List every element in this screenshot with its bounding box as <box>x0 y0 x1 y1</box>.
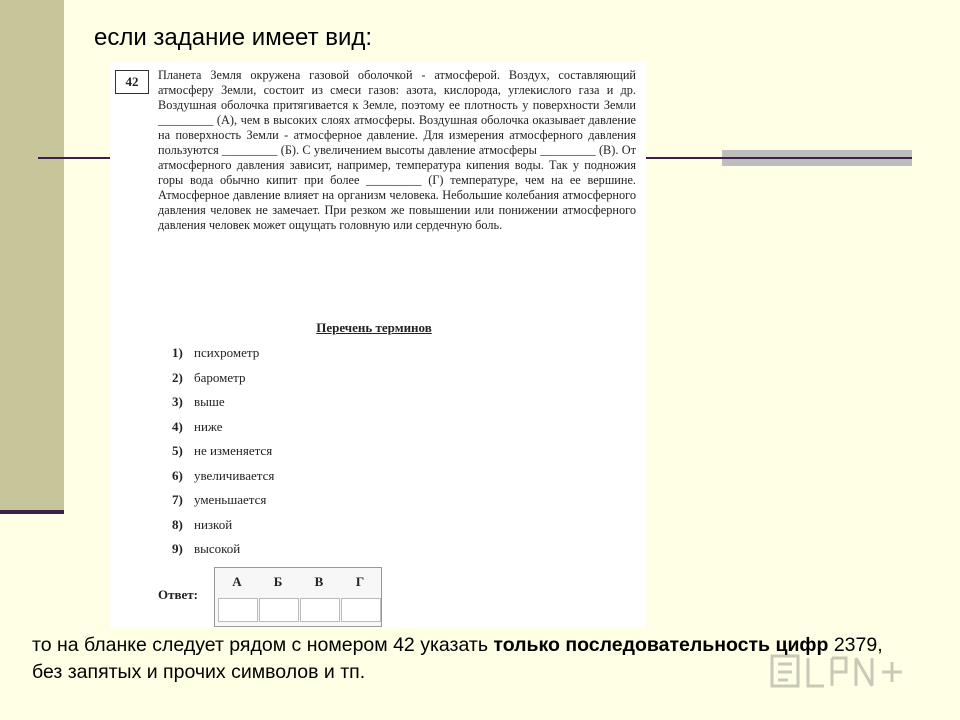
terms-list <box>172 345 274 566</box>
answer-column-b: Б <box>273 574 283 589</box>
answer-cell-g <box>341 598 381 622</box>
divider-line-left <box>38 157 110 159</box>
terms-title: Перечень терминов <box>316 320 432 335</box>
list-item <box>172 419 274 444</box>
term-number: 8) <box>172 516 183 532</box>
answer-column-g: Г <box>355 574 365 589</box>
answer-cell-b <box>259 598 299 622</box>
list-item <box>172 345 274 370</box>
answer-cell-v <box>300 598 340 622</box>
list-item <box>172 468 274 493</box>
term-number: 3) <box>172 394 183 409</box>
answer-label: Ответ: <box>158 587 199 602</box>
footer-bold-text: только последовательность цифр <box>493 634 829 656</box>
task-number: 42 <box>115 70 149 94</box>
term-text: психрометр <box>194 345 260 360</box>
answer-column-v: В <box>314 574 324 589</box>
divider-line-right <box>722 150 912 166</box>
term-text: выше <box>194 394 225 409</box>
term-number: 5) <box>172 443 183 458</box>
footer-text-start: то на бланке следует рядом с номером 42 указать <box>32 634 494 656</box>
term-text: ниже <box>194 418 223 434</box>
term-number: 1) <box>172 345 183 360</box>
term-text: не изменяется <box>194 443 273 458</box>
task-text: Планета Земля окружена газовой оболочкой - атмосферой. Воздух, составляющий атмосферу Земли, состоит из смеси газов: азота, кислорода, углекислого газа и др. Воздушная оболочка притягивается к Земле, поэтому ее плотность у поверхности Земли _________ (А), чем в высоких слоях атмосферы. Воздушная оболочка оказывает давление на поверхность Земли - атмосферное давление. Для измерения атмосферного давления пользуются _________ (Б). С увеличением высоты давление атмосферы _________ (В). От атмосферного давления зависит, например, температура кипения воды. Так у подножия горы вода обычно кипит при более _________ (Г) температуре, чем на ее вершине. Атмосферное давление влияет на организм человека. Небольшие колебания атмосферного давления человек не замечает. При резком же повышении или понижении атмосферного давления человек может ощущать головную или сердечную боль. <box>158 68 636 232</box>
sidebar-bar <box>0 0 64 512</box>
term-text: низкой <box>194 516 233 532</box>
list-item <box>172 443 274 468</box>
list-item <box>172 394 274 419</box>
term-number: 9) <box>172 541 183 556</box>
list-item <box>172 541 274 566</box>
sidebar-accent-line <box>0 510 64 514</box>
term-number: 7) <box>172 492 183 507</box>
divider-line-middle <box>644 157 722 159</box>
term-text: высокой <box>194 541 241 556</box>
watermark-logo-icon <box>768 652 920 692</box>
term-number: 6) <box>172 467 183 483</box>
list-item <box>172 517 274 542</box>
term-number: 4) <box>172 418 183 434</box>
slide-heading: если задание имеет вид: <box>94 24 373 51</box>
answer-cell-a <box>218 598 258 622</box>
list-item <box>172 492 274 517</box>
term-text: уменьшается <box>194 492 267 507</box>
footer-text-end: 2379, без запятых и прочих символов и тп. <box>32 634 883 683</box>
list-item <box>172 370 274 395</box>
task-image <box>110 62 646 628</box>
term-text: барометр <box>194 369 246 385</box>
answer-table <box>214 567 382 627</box>
term-text: увеличивается <box>194 467 275 483</box>
answer-column-a: А <box>232 574 242 589</box>
term-number: 2) <box>172 369 183 385</box>
